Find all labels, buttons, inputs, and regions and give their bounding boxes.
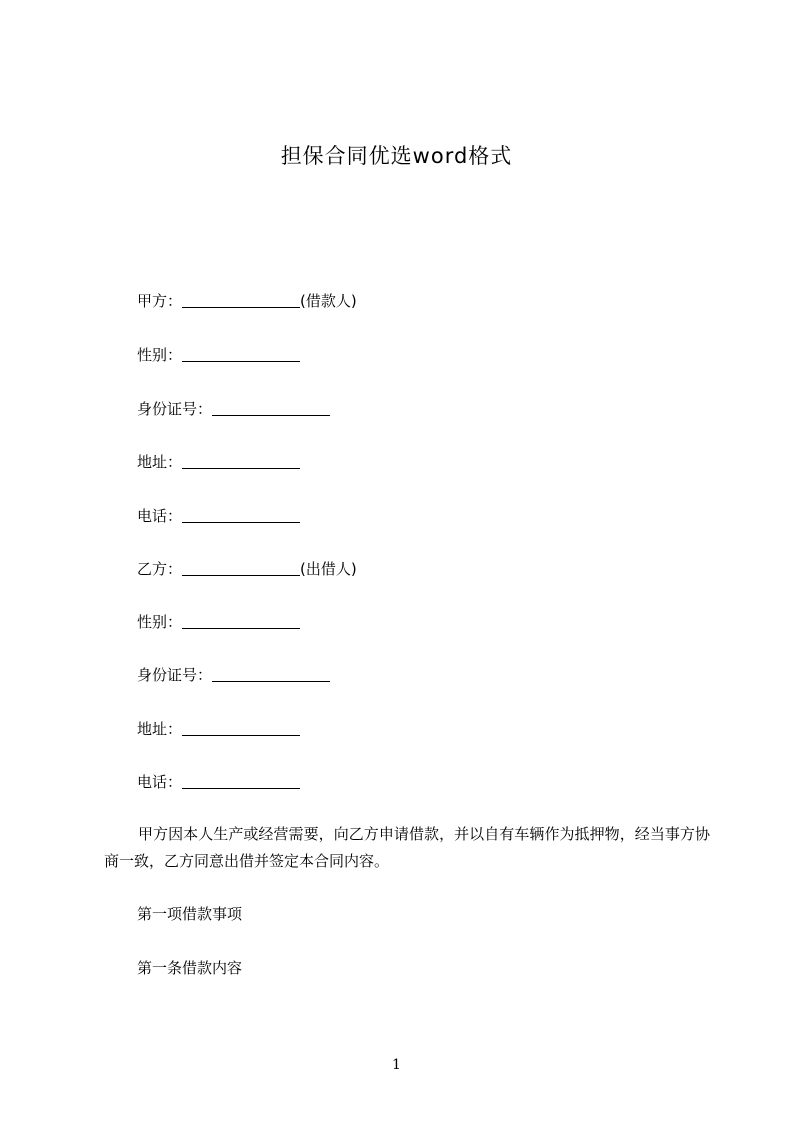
party-b-id-label: 身份证号： [137, 666, 213, 684]
party-b-name-label: 乙方： [137, 560, 183, 578]
section-heading: 第一项借款事项 [137, 905, 243, 923]
party-b-gender-blank [182, 611, 300, 629]
party-a-id-label: 身份证号： [137, 400, 213, 418]
document-title: 担保合同优选word格式 [280, 144, 513, 168]
party-b-gender-field [137, 611, 300, 633]
party-a-name-label: 甲方： [137, 292, 183, 310]
article-heading: 第一条借款内容 [137, 959, 243, 977]
party-a-id-field [137, 398, 330, 420]
party-b-phone-label: 电话： [137, 773, 183, 791]
party-b-address-blank [182, 718, 300, 736]
party-a-phone-field [137, 505, 300, 527]
party-a-name-blank [182, 290, 300, 308]
party-b-id-field [137, 664, 330, 686]
party-b-gender-label: 性别： [137, 613, 183, 631]
party-b-role-label: (出借人) [300, 560, 357, 578]
party-a-phone-blank [182, 505, 300, 523]
party-b-address-field [137, 718, 300, 740]
party-b-phone-field [137, 771, 300, 793]
party-b-name-field [137, 558, 357, 580]
party-a-name-field [137, 290, 357, 312]
party-b-phone-blank [182, 771, 300, 789]
party-a-address-label: 地址： [137, 453, 183, 471]
party-b-id-blank [212, 664, 330, 682]
party-a-role-label: (借款人) [300, 292, 357, 310]
party-a-address-field [137, 451, 300, 473]
party-a-gender-field [137, 344, 300, 366]
party-b-name-blank [182, 558, 300, 576]
party-a-gender-label: 性别： [137, 346, 183, 364]
party-a-id-blank [212, 398, 330, 416]
intro-paragraph: 甲方因本人生产或经营需要，向乙方申请借款，并以自有车辆作为抵押物，经当事方协商一致，乙方同意出借并签定本合同内容。 [104, 825, 710, 870]
page-number: 1 [392, 1057, 401, 1073]
party-b-address-label: 地址： [137, 720, 183, 738]
party-a-phone-label: 电话： [137, 507, 183, 525]
party-a-address-blank [182, 451, 300, 469]
party-a-gender-blank [182, 344, 300, 362]
